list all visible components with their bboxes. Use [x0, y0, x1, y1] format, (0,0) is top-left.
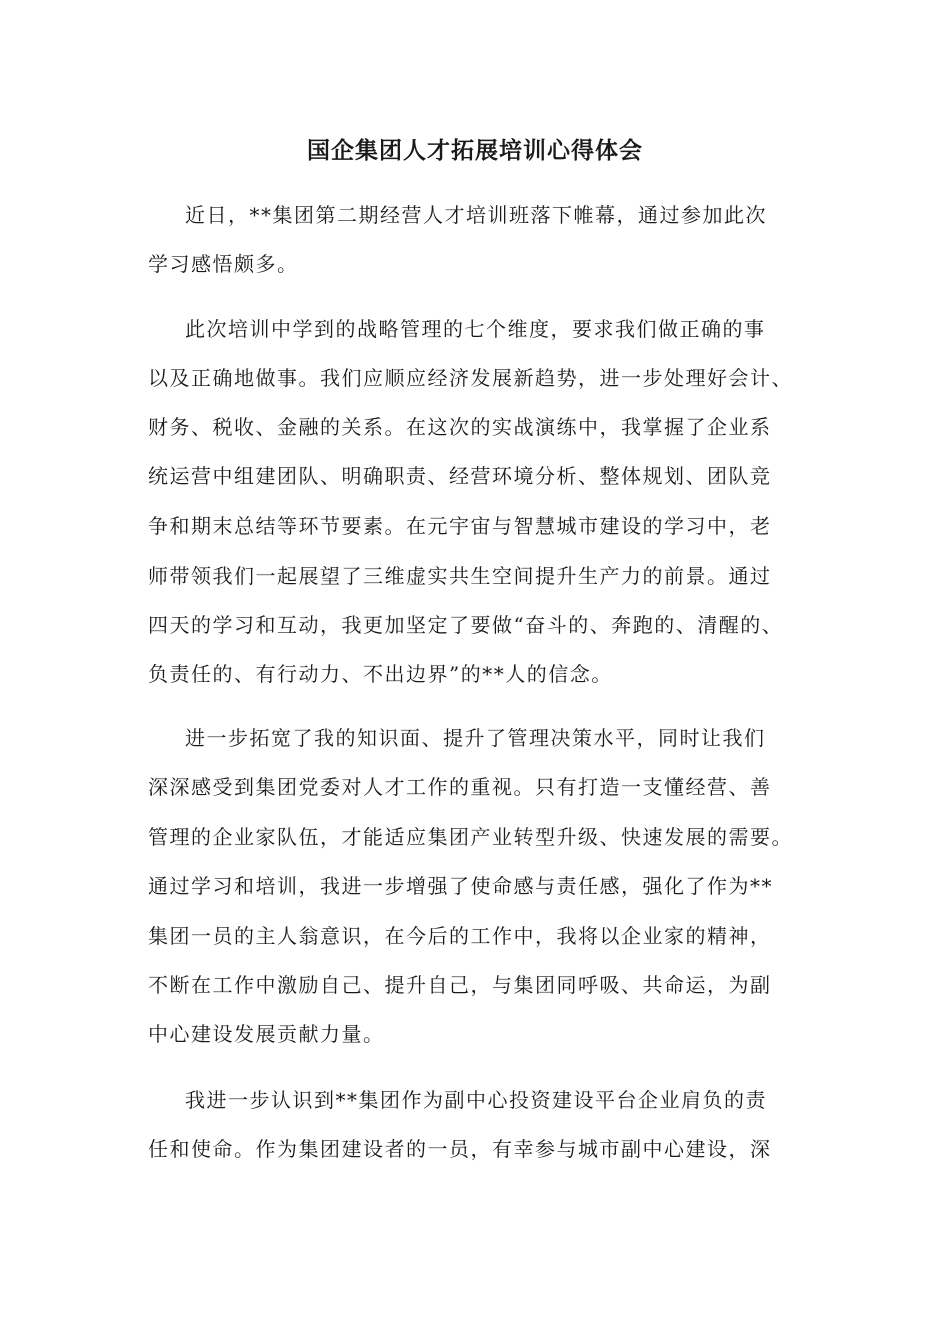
text-line: 进一步拓宽了我的知识面、提升了管理决策水平，同时让我们 — [185, 726, 766, 750]
text-line: 集团一员的主人翁意识，在今后的工作中，我将以企业家的精神， — [148, 924, 772, 948]
text-line: 通过学习和培训，我进一步增强了使命感与责任感，强化了作为** — [148, 874, 773, 898]
text-line: 统运营中组建团队、明确职责、经营环境分析、整体规划、团队竞 — [148, 464, 772, 488]
document-title: 国企集团人才拓展培训心得体会 — [307, 137, 643, 164]
text-line: 近日，**集团第二期经营人才培训班落下帷幕，通过参加此次 — [185, 203, 767, 227]
text-line: 深深感受到集团党委对人才工作的重视。只有打造一支懂经营、善 — [148, 775, 772, 799]
text-line: 学习感悟颇多。 — [148, 252, 299, 276]
text-line: 管理的企业家队伍，才能适应集团产业转型升级、快速发展的需要。 — [148, 825, 793, 849]
text-line: 以及正确地做事。我们应顺应经济发展新趋势，进一步处理好会计、 — [148, 366, 793, 390]
text-line: 四天的学习和互动，我更加坚定了要做“奋斗的、奔跑的、清醒的、 — [148, 613, 784, 637]
text-line: 争和期末总结等环节要素。在元宇宙与智慧城市建设的学习中，老 — [148, 514, 772, 538]
text-line: 中心建设发展贡献力量。 — [148, 1022, 385, 1046]
text-line: 我进一步认识到**集团作为副中心投资建设平台企业肩负的责 — [185, 1088, 767, 1112]
text-line: 此次培训中学到的战略管理的七个维度，要求我们做正确的事 — [185, 317, 766, 341]
text-line: 不断在工作中激励自己、提升自己，与集团同呼吸、共命运，为副 — [148, 973, 772, 997]
text-line: 师带领我们一起展望了三维虚实共生空间提升生产力的前景。通过 — [148, 564, 772, 588]
text-line: 财务、税收、金融的关系。在这次的实战演练中，我掌握了企业系 — [148, 415, 772, 439]
text-line: 负责任的、有行动力、不出边界”的**人的信念。 — [148, 662, 613, 686]
text-line: 任和使命。作为集团建设者的一员，有幸参与城市副中心建设，深 — [148, 1137, 772, 1161]
